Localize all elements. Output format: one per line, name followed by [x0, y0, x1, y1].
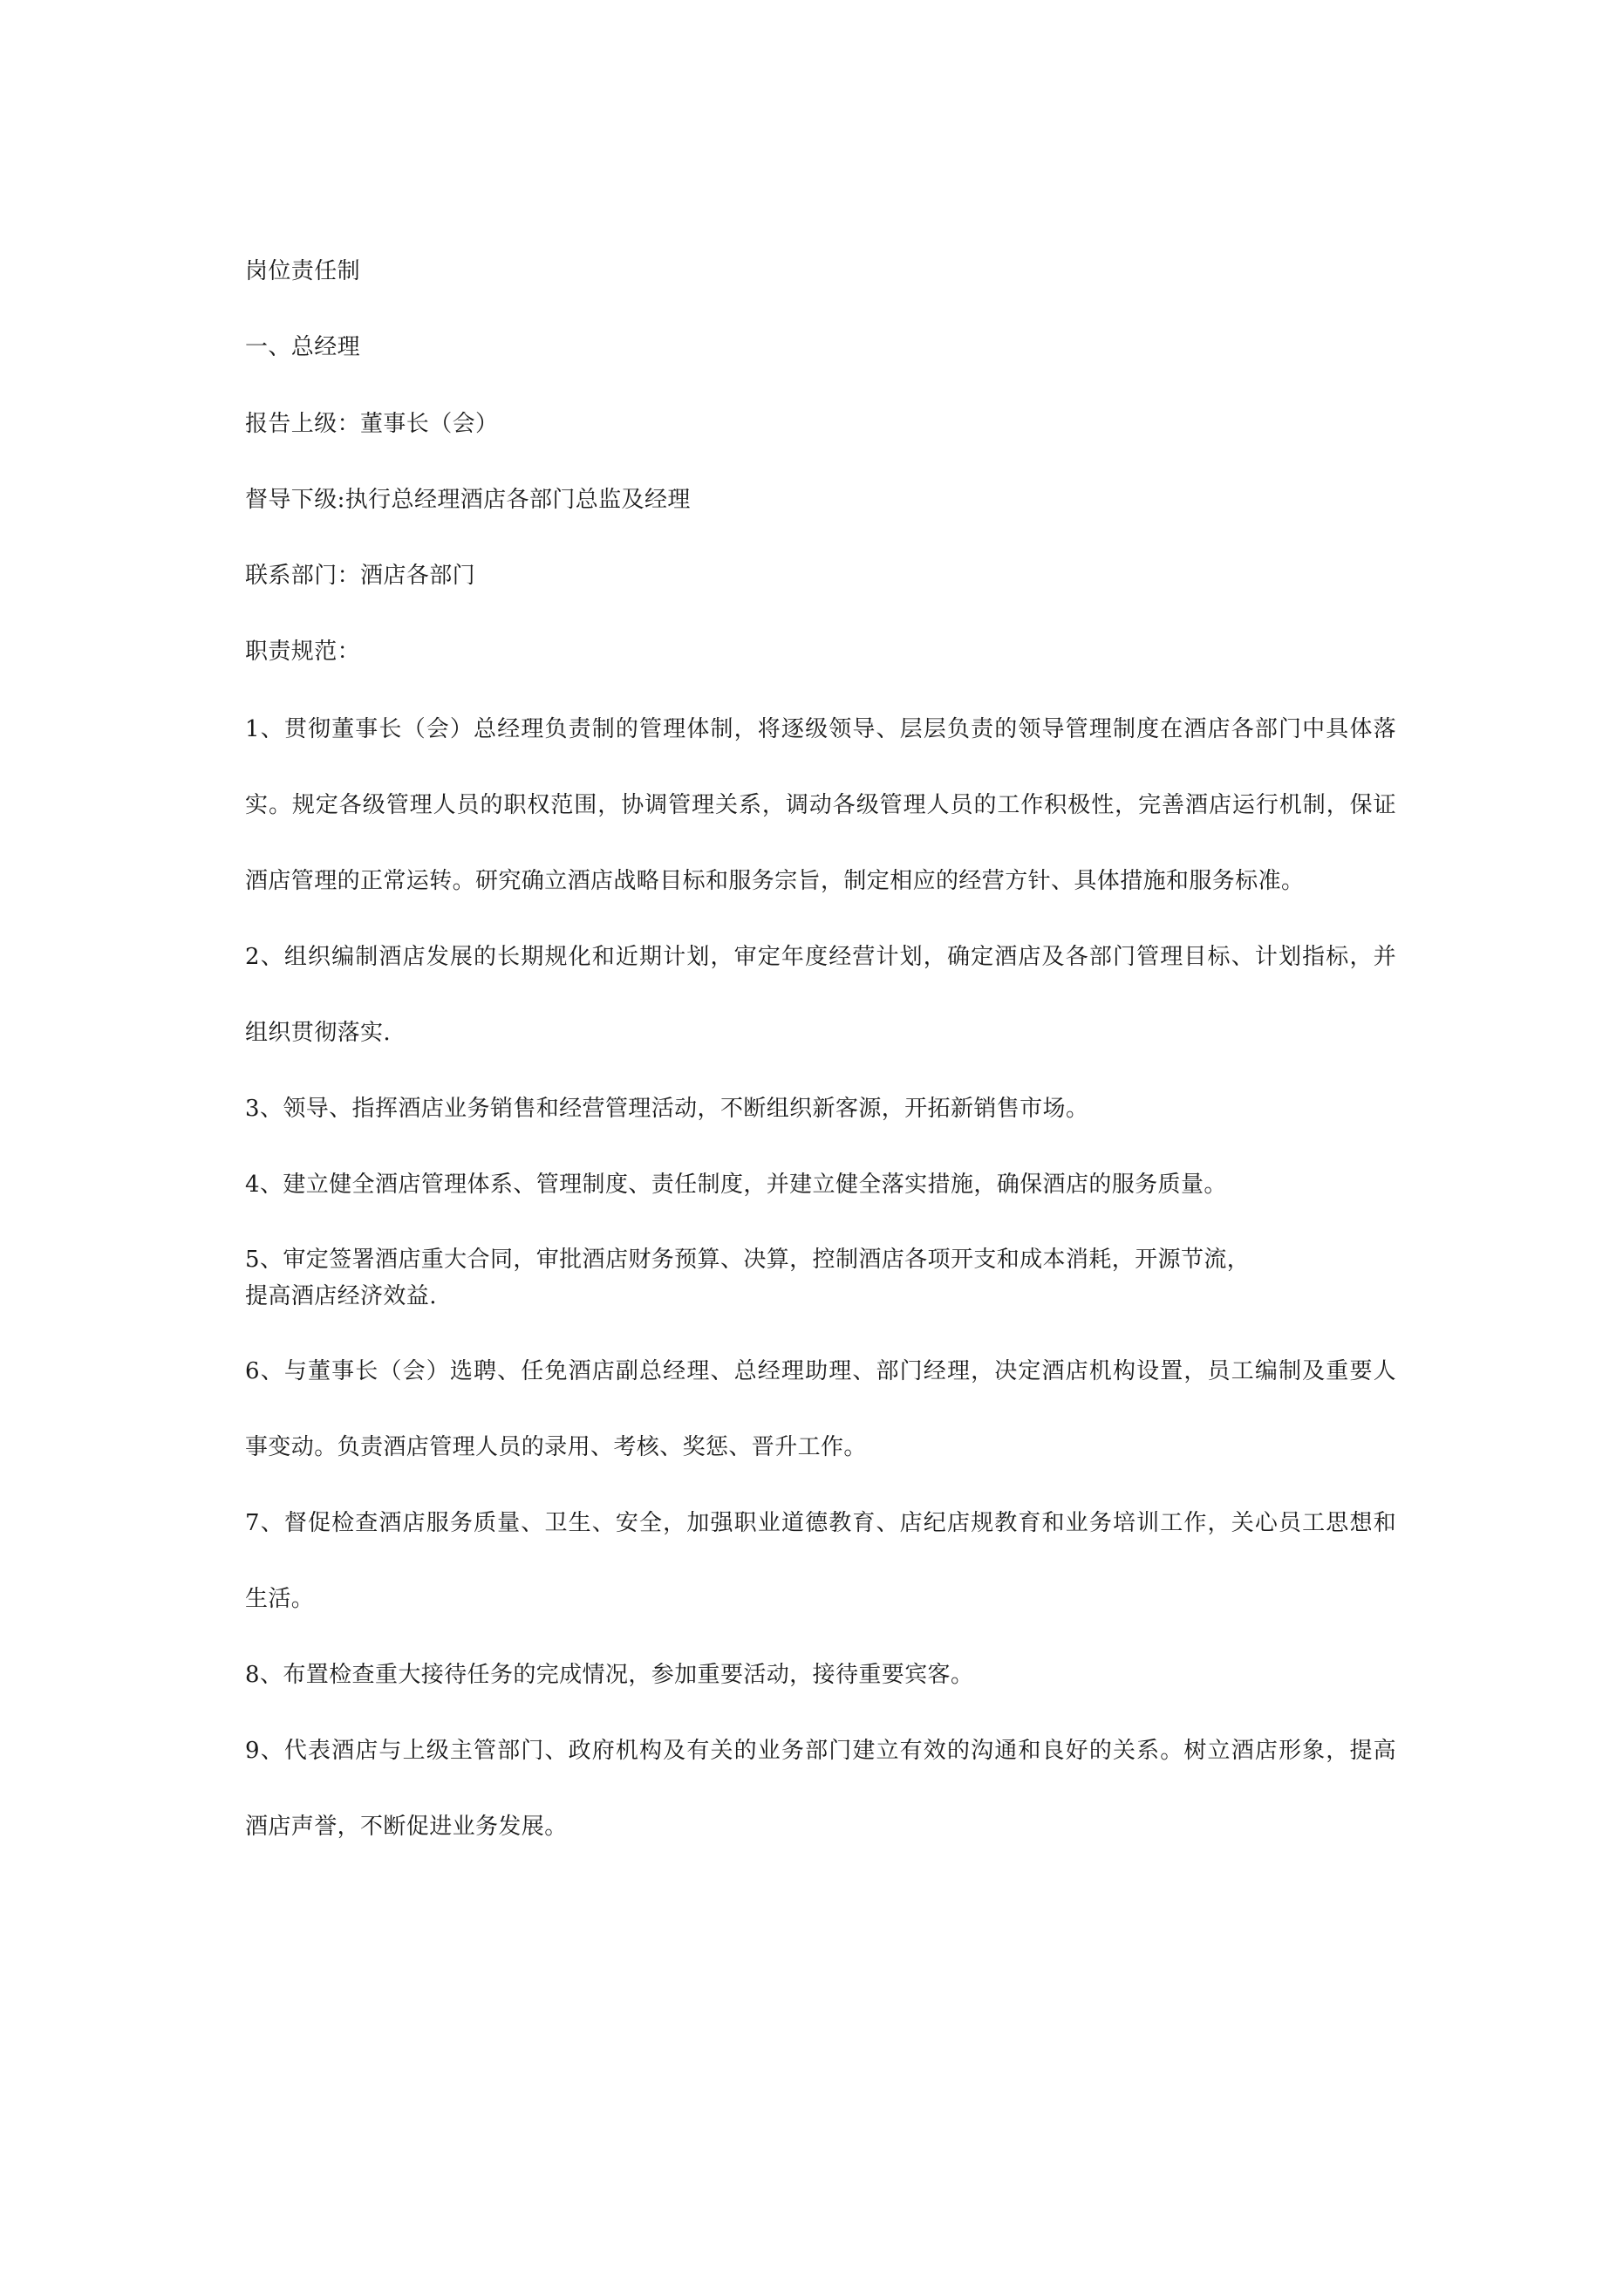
- duties-heading: 职责规范：: [245, 639, 361, 665]
- duty-item-1-line-3: 酒店管理的正常运转。研究确立酒店战略目标和服务宗旨，制定相应的经营方针、具体措施和服务标准。: [245, 868, 1305, 894]
- duty-item-2-line-1: 2、组织编制酒店发展的长期规化和近期计划，审定年度经营计划，确定酒店及各部门管理目标、计划指标，并: [245, 944, 1396, 970]
- document-title: 岗位责任制: [245, 258, 361, 284]
- duty-item-9-line-2: 酒店声誉，不断促进业务发展。: [245, 1814, 568, 1840]
- supervise-line: 督导下级:执行总经理酒店各部门总监及经理: [245, 487, 691, 513]
- duty-item-3-line-1: 3、领导、指挥酒店业务销售和经营管理活动，不断组织新客源，开拓新销售市场。: [245, 1096, 1089, 1122]
- duty-item-5-line-2: 提高酒店经济效益.: [245, 1283, 437, 1309]
- report-to-line: 报告上级：董事长（会）: [245, 411, 499, 437]
- section-heading: 一、总经理: [245, 334, 361, 360]
- duty-item-6-line-2: 事变动。负责酒店管理人员的录用、考核、奖惩、晋升工作。: [245, 1434, 867, 1460]
- duty-item-7-line-2: 生活。: [245, 1586, 315, 1612]
- duty-item-6-line-1: 6、与董事长（会）选聘、任免酒店副总经理、总经理助理、部门经理，决定酒店机构设置，员工编制及重要人: [245, 1358, 1396, 1384]
- duty-item-9-line-1: 9、代表酒店与上级主管部门、政府机构及有关的业务部门建立有效的沟通和良好的关系。树立酒店形象，提高: [245, 1738, 1396, 1764]
- duty-item-5-line-1: 5、审定签署酒店重大合同，审批酒店财务预算、决算，控制酒店各项开支和成本消耗，开源节流，: [245, 1247, 1251, 1273]
- duty-item-2-line-2: 组织贯彻落实.: [245, 1020, 392, 1046]
- duty-item-1-line-1: 1、贯彻董事长（会）总经理负责制的管理体制，将逐级领导、层层负责的领导管理制度在酒店各部门中具体落: [245, 716, 1396, 742]
- duty-item-8-line-1: 8、布置检查重大接待任务的完成情况，参加重要活动，接待重要宾客。: [245, 1662, 974, 1688]
- contact-line: 联系部门：酒店各部门: [245, 563, 476, 589]
- duty-item-1-line-2: 实。规定各级管理人员的职权范围，协调管理关系，调动各级管理人员的工作积极性，完善酒店运行机制，保证: [245, 792, 1396, 818]
- duty-item-4-line-1: 4、建立健全酒店管理体系、管理制度、责任制度，并建立健全落实措施，确保酒店的服务质量。: [245, 1172, 1227, 1198]
- duty-item-7-line-1: 7、督促检查酒店服务质量、卫生、安全，加强职业道德教育、店纪店规教育和业务培训工作，关心员工思想和: [245, 1510, 1396, 1536]
